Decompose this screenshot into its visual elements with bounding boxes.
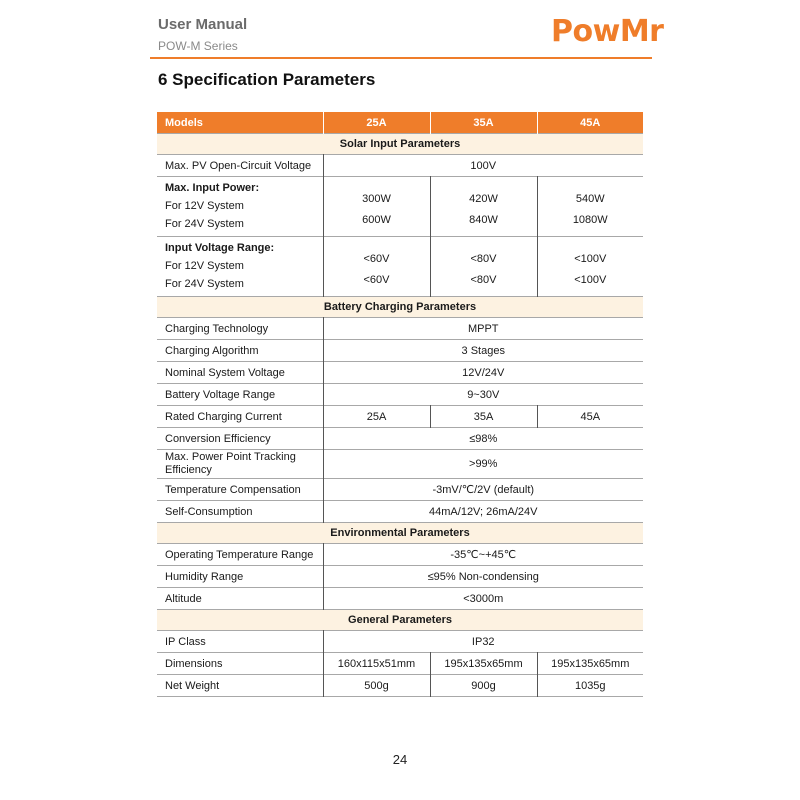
row-value-25a: 160x115x51mm bbox=[323, 653, 430, 675]
row-value: -3mV/℃/2V (default) bbox=[323, 479, 643, 501]
table-row bbox=[157, 340, 643, 362]
table-row-input-voltage-range bbox=[157, 237, 643, 297]
table-row bbox=[157, 501, 643, 523]
row-label: Operating Temperature Range bbox=[165, 548, 314, 561]
row-label: Temperature Compensation bbox=[165, 483, 301, 496]
table-header-row bbox=[157, 112, 643, 134]
header-35a: 35A bbox=[430, 112, 537, 134]
table-row bbox=[157, 362, 643, 384]
series-subtitle: POW-M Series bbox=[158, 39, 238, 53]
table-row bbox=[157, 428, 643, 450]
section-label: General Parameters bbox=[157, 610, 643, 631]
row-value-35a: 900g bbox=[430, 675, 537, 697]
row-label: Conversion Efficiency bbox=[165, 432, 271, 445]
sub-label-12v: For 12V System bbox=[165, 200, 244, 212]
section-label: Battery Charging Parameters bbox=[157, 297, 643, 318]
row-value-45a: 195x135x65mm bbox=[537, 653, 643, 675]
page-title: 6 Specification Parameters bbox=[158, 70, 376, 89]
cell-45a bbox=[537, 177, 643, 237]
table-row bbox=[157, 588, 643, 610]
section-label: Solar Input Parameters bbox=[157, 134, 643, 155]
row-label bbox=[157, 450, 323, 479]
header-models: Models bbox=[165, 116, 203, 129]
sub-label-12v: For 12V System bbox=[165, 260, 244, 272]
powmr-logo: PowMr bbox=[551, 14, 664, 49]
section-environmental bbox=[157, 523, 643, 544]
row-value-25a: 25A bbox=[323, 406, 430, 428]
row-value: ≤98% bbox=[323, 428, 643, 450]
row-value: 9~30V bbox=[323, 384, 643, 406]
table-row-max-input-power bbox=[157, 177, 643, 237]
row-value: IP32 bbox=[323, 631, 643, 653]
row-value: 100V bbox=[323, 155, 643, 177]
table-row bbox=[157, 653, 643, 675]
value-12v: 420W bbox=[469, 192, 498, 205]
value-24v: <80V bbox=[470, 273, 497, 286]
row-label: Dimensions bbox=[165, 657, 223, 670]
row-value: >99% bbox=[323, 450, 643, 479]
row-heading: Input Voltage Range: bbox=[165, 242, 275, 254]
section-battery-charging bbox=[157, 297, 643, 318]
manual-title: User Manual bbox=[158, 16, 248, 33]
row-value: 3 Stages bbox=[323, 340, 643, 362]
table-row bbox=[157, 566, 643, 588]
row-heading: Max. Input Power: bbox=[165, 182, 260, 194]
row-value-45a: 45A bbox=[537, 406, 643, 428]
row-label: Charging Algorithm bbox=[165, 344, 259, 357]
value-24v: <60V bbox=[363, 273, 390, 286]
page-number: 24 bbox=[392, 752, 408, 767]
row-value-35a: 35A bbox=[430, 406, 537, 428]
value-12v: 540W bbox=[575, 192, 605, 205]
row-value: -35℃~+45℃ bbox=[323, 544, 643, 566]
row-label: Altitude bbox=[165, 592, 202, 605]
table-row bbox=[157, 450, 643, 479]
row-value-25a: 500g bbox=[323, 675, 430, 697]
row-value-45a: 1035g bbox=[537, 675, 643, 697]
row-value: 12V/24V bbox=[323, 362, 643, 384]
row-label: IP Class bbox=[165, 635, 206, 648]
value-12v: <60V bbox=[363, 252, 390, 265]
cell-25a bbox=[323, 177, 430, 237]
value-24v: 600W bbox=[362, 213, 391, 226]
sub-label-24v: For 24V System bbox=[165, 218, 244, 230]
row-label: Charging Technology bbox=[165, 322, 269, 335]
value-12v: 300W bbox=[362, 192, 391, 205]
row-label bbox=[157, 177, 323, 237]
table-row bbox=[157, 631, 643, 653]
header-45a: 45A bbox=[537, 112, 643, 134]
row-label: Self-Consumption bbox=[165, 505, 253, 518]
section-label: Environmental Parameters bbox=[157, 523, 643, 544]
cell-25a bbox=[323, 237, 430, 297]
row-label-text: Max. Power Point Tracking Efficiency bbox=[165, 451, 296, 476]
section-solar-input bbox=[157, 134, 643, 155]
row-value-35a: 195x135x65mm bbox=[430, 653, 537, 675]
row-label: Nominal System Voltage bbox=[165, 366, 285, 379]
value-12v: <80V bbox=[470, 252, 497, 265]
table-row bbox=[157, 155, 643, 177]
cell-35a bbox=[430, 237, 537, 297]
row-value: <3000m bbox=[323, 588, 643, 610]
table-row bbox=[157, 544, 643, 566]
table-row bbox=[157, 406, 643, 428]
table-row bbox=[157, 479, 643, 501]
value-24v: 840W bbox=[469, 213, 498, 226]
row-label: Humidity Range bbox=[165, 570, 244, 583]
header-divider bbox=[150, 57, 652, 59]
table-row bbox=[157, 384, 643, 406]
cell-45a bbox=[537, 237, 643, 297]
row-label: Max. PV Open-Circuit Voltage bbox=[165, 159, 312, 172]
specification-table bbox=[157, 112, 643, 697]
row-label: Rated Charging Current bbox=[165, 410, 282, 423]
value-24v: <100V bbox=[574, 273, 607, 286]
cell-35a bbox=[430, 177, 537, 237]
header-25a: 25A bbox=[323, 112, 430, 134]
row-label bbox=[157, 237, 323, 297]
value-12v: <100V bbox=[574, 252, 607, 265]
row-value: MPPT bbox=[323, 318, 643, 340]
row-value: 44mA/12V; 26mA/24V bbox=[323, 501, 643, 523]
value-24v: 1080W bbox=[572, 213, 608, 226]
table-row bbox=[157, 318, 643, 340]
row-label: Battery Voltage Range bbox=[165, 388, 276, 401]
row-value: ≤95% Non-condensing bbox=[323, 566, 643, 588]
section-general bbox=[157, 610, 643, 631]
table-row bbox=[157, 675, 643, 697]
sub-label-24v: For 24V System bbox=[165, 278, 244, 290]
row-label: Net Weight bbox=[165, 679, 220, 692]
